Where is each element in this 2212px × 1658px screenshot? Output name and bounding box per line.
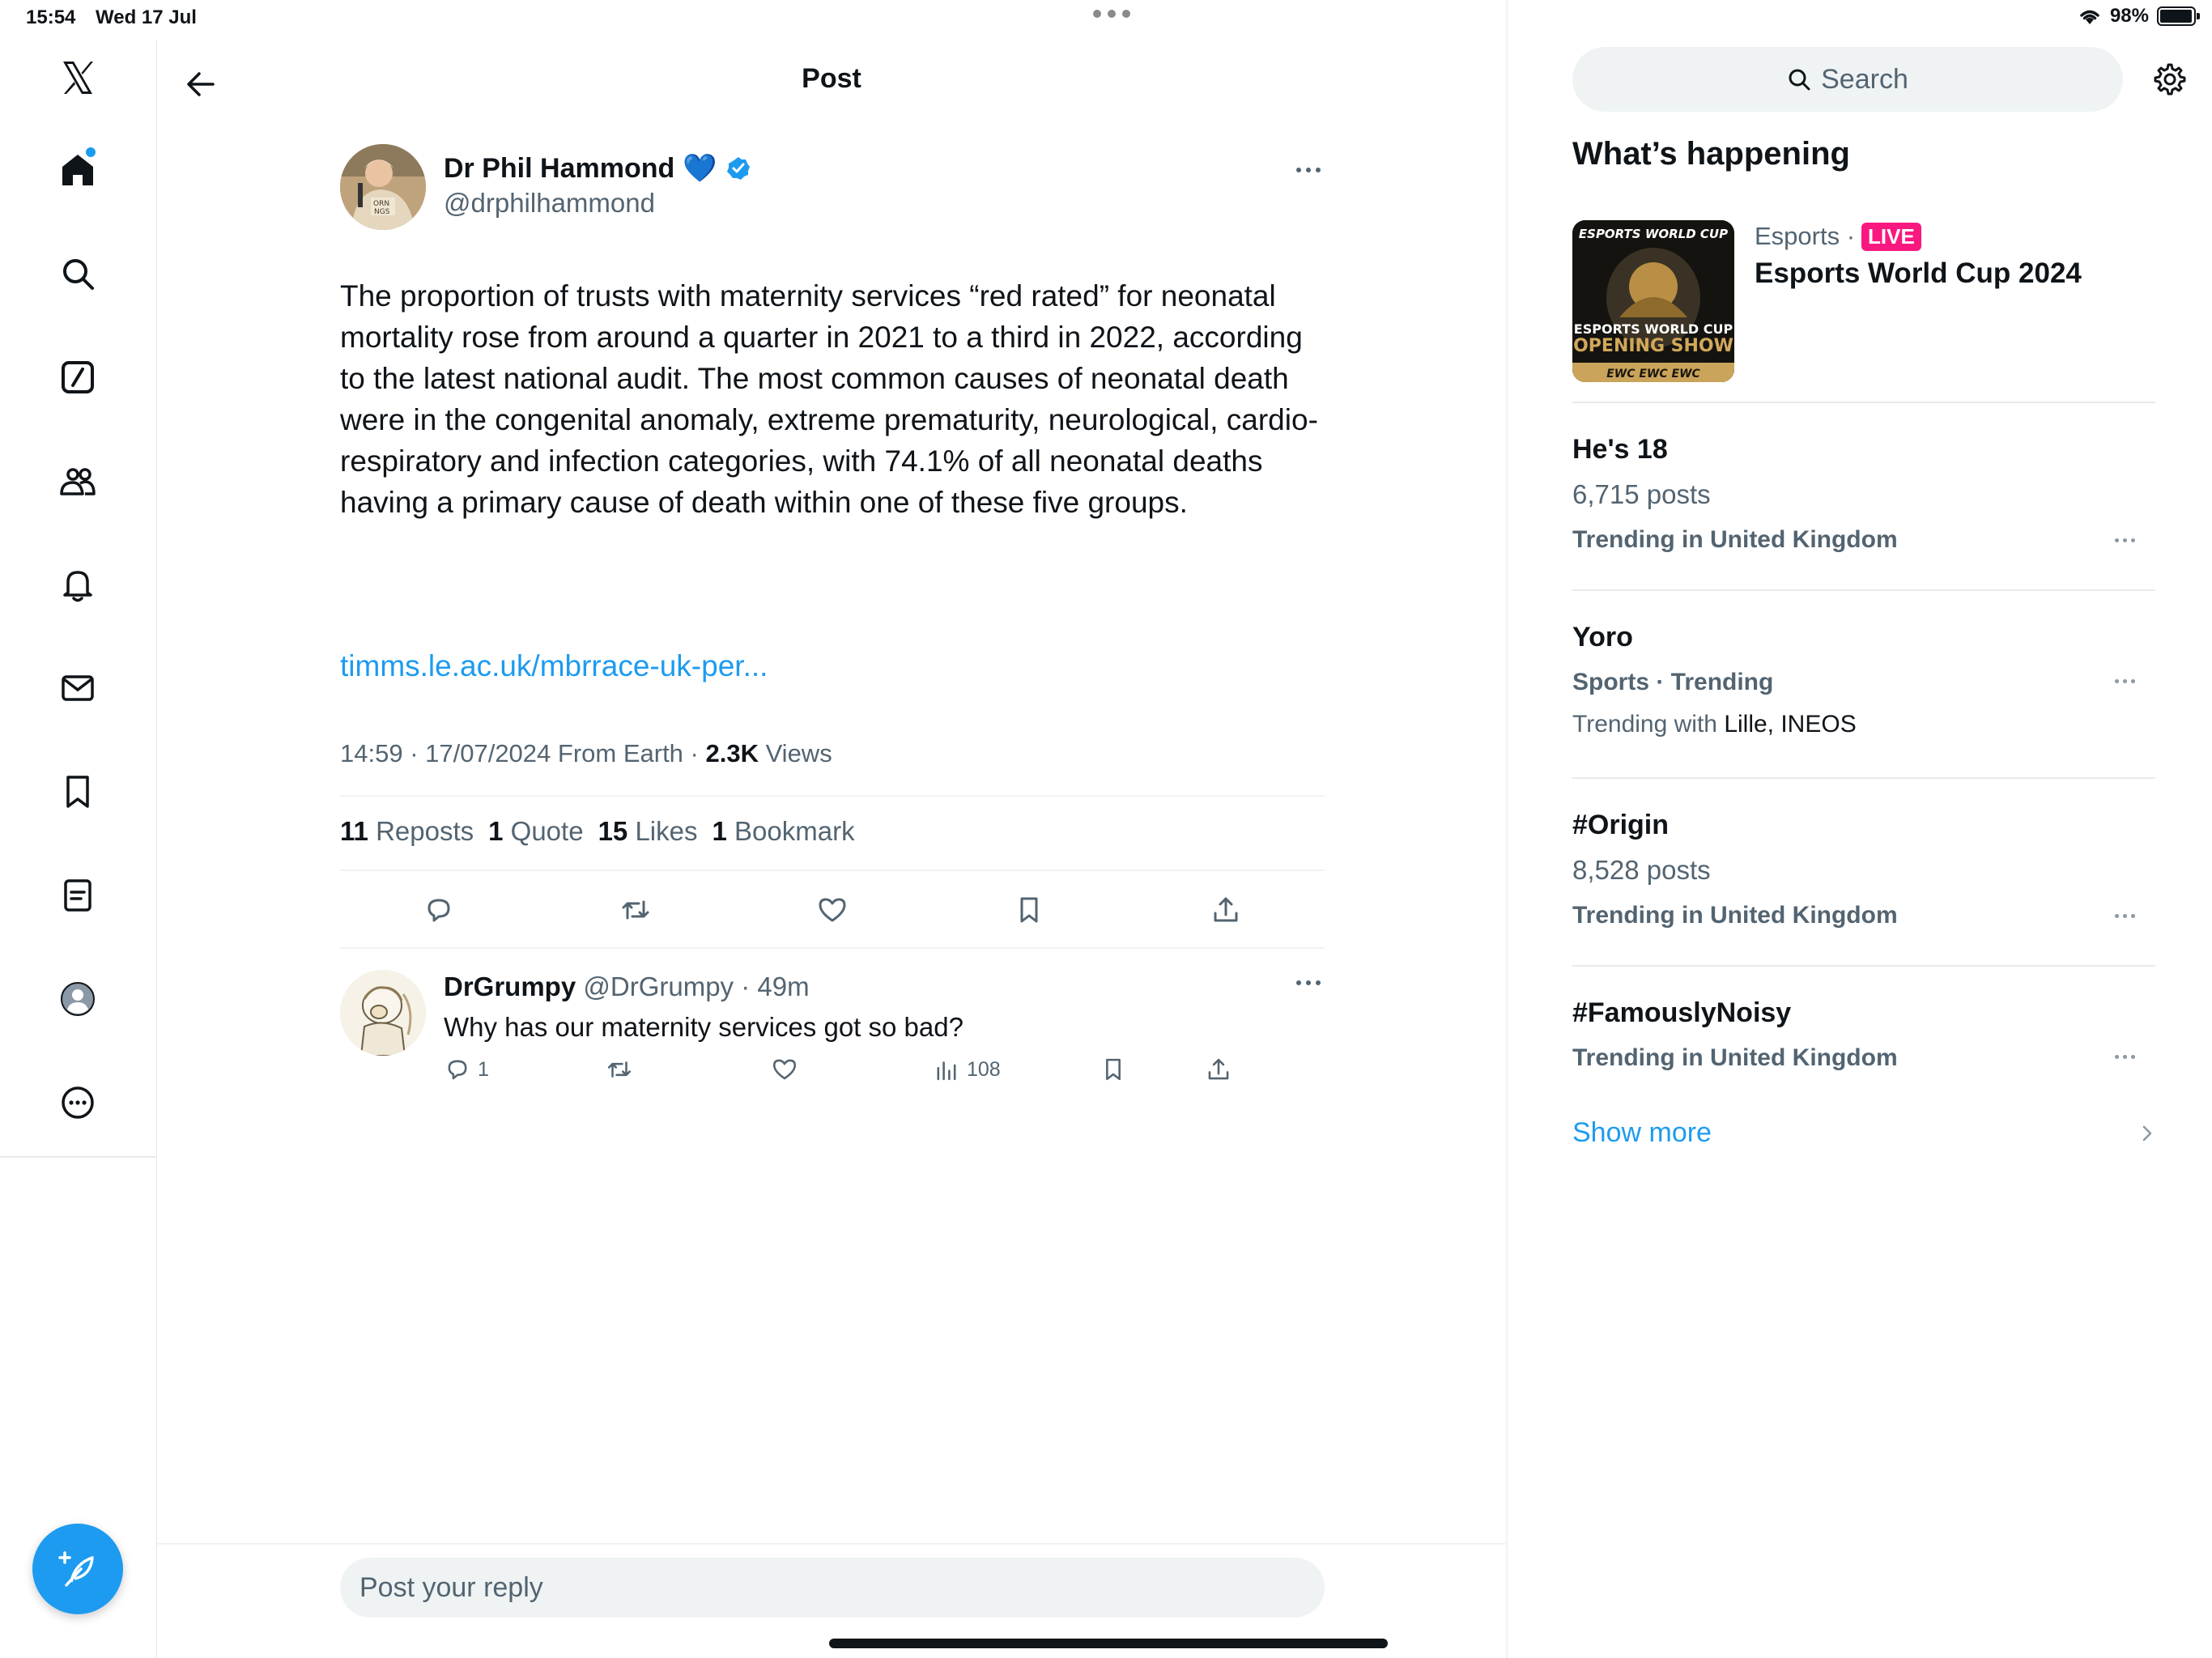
nav-lists-icon[interactable] [45,863,110,928]
reposts-stat[interactable]: 11 Reposts [340,816,474,846]
compose-feather-icon [57,1548,99,1590]
post-link[interactable]: timms.le.ac.uk/mbrrace-uk-per... [340,649,768,682]
bookmarks-stat[interactable]: 1 Bookmark [712,816,855,846]
repost-icon [619,894,652,926]
post-meta [340,739,832,768]
quotes-stat[interactable]: 1 Quote [488,816,584,846]
trend-post-count: 6,715 posts [1572,479,1711,509]
author-avatar[interactable] [340,144,426,230]
reply-views-button[interactable] [933,1056,1001,1083]
nav-bookmarks-icon[interactable] [45,759,110,824]
reply-avatar[interactable] [340,970,426,1056]
reply-text: Why has our maternity services got so bad? [444,1012,963,1042]
author-handle[interactable]: @drphilhammond [444,188,655,218]
nav-notifications-icon[interactable] [45,552,110,617]
trend-context: Trending in United Kingdom [1572,1044,1898,1071]
post-stats [340,816,855,847]
svg-text:NGS: NGS [374,208,390,216]
post-timestamp[interactable]: 14:59 · 17/07/2024 From Earth · [340,739,706,767]
svg-text:OPENING SHOW: OPENING SHOW [1573,336,1733,356]
chevron-right-icon[interactable] [2138,1124,2157,1143]
trend-related: Trending with Lille, INEOS [1572,711,1857,738]
home-indicator[interactable] [829,1639,1388,1648]
analytics-icon [933,1056,960,1083]
reply-author-name[interactable]: DrGrumpy [444,971,576,1001]
heart-icon [816,894,849,926]
whats-happening-title: What’s happening [1572,136,1850,172]
trend-context: Trending in United Kingdom [1572,526,1898,553]
bookmark-icon [1100,1056,1127,1083]
views-count: 2.3K [705,739,759,767]
esports-thumbnail [1572,220,1734,382]
trend-name: #FamouslyNoisy [1572,997,1792,1028]
nav-more-icon[interactable] [45,1070,110,1135]
trend-more-icon[interactable] [2115,534,2142,546]
bookmark-icon [1013,894,1045,926]
nav-search-icon[interactable] [45,241,110,306]
author-name[interactable] [444,152,751,185]
post-text: The proportion of trusts with maternity services “red rated” for neonatal mortality rose from around a quarter in 2021 to a third in 2022, according to the latest national audit. The most common causes of neonatal death were in the congenital anomaly, extreme prematurity, neurological, cardio-respiratory and infection categories, with 74.1% of all neonatal deaths having a primary cause of death within one of these five groups. [340,279,1318,519]
status-bar [0,0,2212,40]
nav-messages-icon[interactable] [45,656,110,721]
gear-icon [2150,62,2186,97]
trend-feature[interactable] [1572,220,2155,382]
nav-home-icon[interactable] [45,138,110,202]
trend-post-count: 8,528 posts [1572,855,1711,885]
status-time: 15:54 [26,6,76,28]
trend-name: #Origin [1572,810,1670,840]
bookmark-button[interactable] [1006,887,1052,933]
x-logo-icon[interactable] [45,45,110,110]
post-more-icon[interactable] [1292,162,1325,178]
repost-button[interactable] [613,887,658,933]
search-input[interactable] [1572,47,2123,112]
repost-icon [606,1056,633,1083]
reply-action-bar [444,1056,1245,1088]
trend-context: Trending in United Kingdom [1572,902,1898,929]
reply-item[interactable] [340,970,1325,1099]
home-notification-dot [86,147,96,157]
reply-input[interactable] [340,1558,1325,1618]
post-action-bar [340,878,1325,942]
reply-bookmark-button[interactable] [1100,1056,1127,1083]
svg-text:EWC EWC EWC: EWC EWC EWC [1606,368,1700,380]
svg-text:ESPORTS WORLD CUP: ESPORTS WORLD CUP [1573,321,1733,337]
main-column [157,40,1506,1658]
nav-grok-icon[interactable] [45,345,110,410]
blue-heart-emoji: 💙 [683,152,717,185]
battery-icon [2157,6,2196,26]
trend-name: He's 18 [1572,434,1668,465]
trend-context: Sports · Trending [1572,669,1774,695]
share-icon [1205,1056,1232,1083]
show-more-link[interactable]: Show more [1572,1117,1712,1148]
share-icon [1210,894,1242,926]
nav-profile-icon[interactable] [45,967,110,1031]
verified-badge-icon[interactable] [725,155,751,181]
status-right [2078,5,2196,28]
search-icon [1787,67,1811,91]
trend-feature-category: Esports · LIVE [1755,222,1921,251]
search-placeholder: Search [1821,63,1908,95]
share-button[interactable] [1203,887,1249,933]
reply-header [444,971,810,1002]
views-label: Views [758,739,832,767]
status-date: Wed 17 Jul [96,6,197,28]
settings-button[interactable] [2147,58,2189,100]
battery-percent: 98% [2109,5,2149,27]
reply-icon [423,894,455,926]
reply-views-count: 108 [967,1057,1001,1081]
heart-icon [771,1056,798,1083]
nav-communities-icon[interactable] [45,449,110,513]
reply-handle-time[interactable]: @DrGrumpy · 49m [583,971,810,1001]
reply-button[interactable] [416,887,462,933]
reply-share-button[interactable] [1205,1056,1232,1083]
trend-more-icon[interactable] [2115,675,2142,687]
live-badge: LIVE [1861,223,1921,251]
reply-icon [444,1056,471,1083]
reply-reply-button[interactable] [444,1056,489,1083]
right-sidebar [1508,40,2212,1658]
reply-like-button[interactable] [771,1056,798,1083]
like-button[interactable] [810,887,855,933]
reply-reply-count: 1 [478,1057,489,1081]
page-title: Post [802,63,861,94]
trend-more-icon[interactable] [2115,1051,2142,1062]
likes-stat[interactable]: 15 Likes [598,816,698,846]
svg-text:ORN: ORN [373,200,390,208]
trend-name: Yoro [1572,622,1633,653]
wifi-icon [2078,6,2102,26]
reply-repost-button[interactable] [606,1056,633,1083]
svg-text:ESPORTS WORLD CUP: ESPORTS WORLD CUP [1578,227,1729,241]
reply-more-icon[interactable] [1292,975,1325,991]
trend-more-icon[interactable] [2115,910,2142,921]
compose-button[interactable] [32,1524,123,1614]
trend-feature-title: Esports World Cup 2024 [1755,257,2082,289]
multitasking-dots-icon[interactable] [1093,10,1130,18]
author-name-text: Dr Phil Hammond [444,152,675,184]
